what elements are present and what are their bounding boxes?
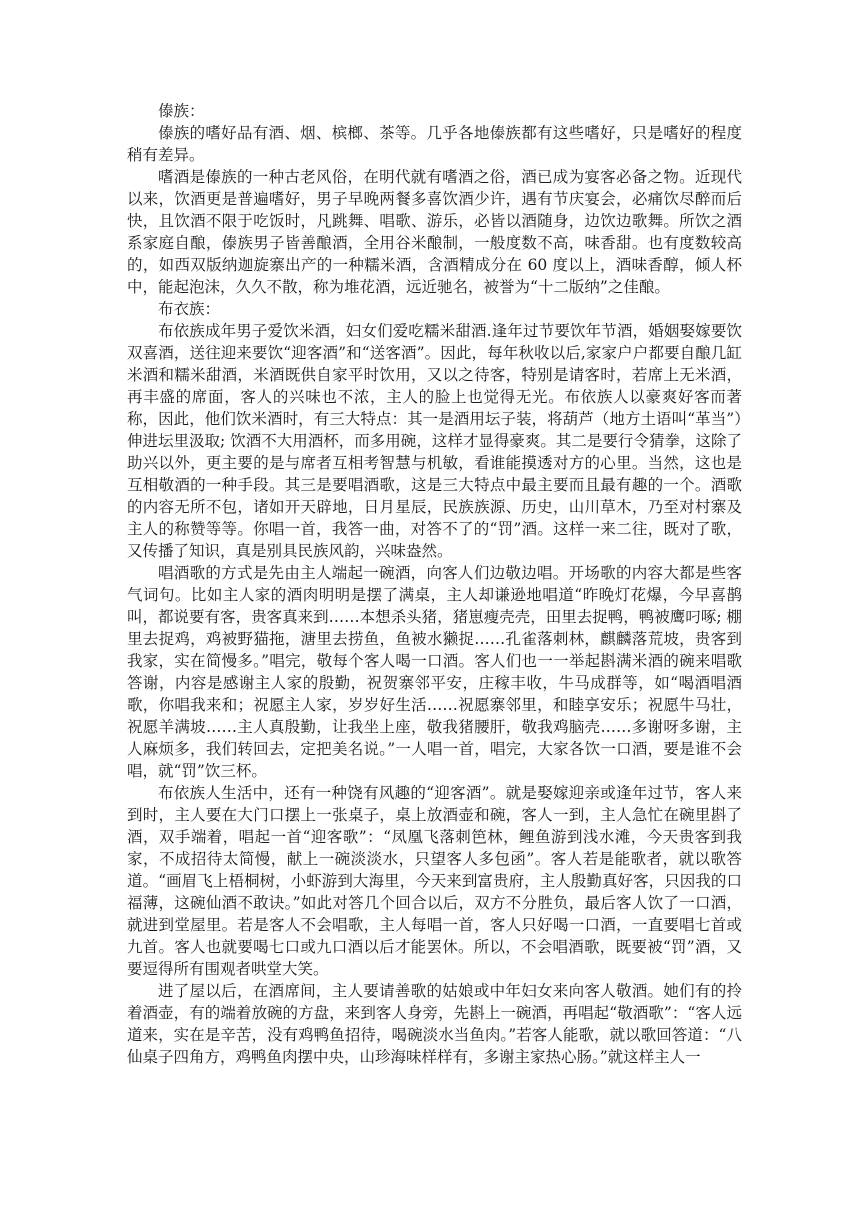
paragraph: 傣族的嗜好品有酒、烟、槟榔、茶等。几乎各地傣族都有这些嗜好，只是嗜好的程度稍有差异。 [127,124,742,164]
paragraph: 唱酒歌的方式是先由主人端起一碗酒，向客人们边敬边唱。开场歌的内容大都是些客气词句。比如主人家的酒肉明明是摆了满桌，主人却谦逊地唱道“昨晚灯花爆，今早喜鹊叫，都说要有客，贵客真来到……本想杀头猪，猪崽瘦壳壳，田里去捉鸭，鸭被鹰叼啄; 棚里去捉鸡，鸡被野猫拖，溏里去捞鱼，鱼被水獭捉……孔雀落刺林，麒麟落荒坡，贵客到我家，实在简慢多。”唱完，敬每个客人喝一口酒。客人们也一一举起斟满米酒的碗来唱歌答谢，内容是感谢主人家的殷勤，祝贺寨邻平安，庄稼丰收，牛马成群等，如“喝酒唱酒歌，你唱我来和；祝愿主人家，岁岁好生活……祝愿寨邻里，和睦享安乐；祝愿牛马壮，祝愿羊满坡……主人真殷勤，让我坐上座，敬我猪腰肝，敬我鸡脑壳……多谢呀多谢，主人麻烦多，我们转回去，定把美名说。”一人唱一首，唱完，大家各饮一口酒，要是谁不会唱，就“罚”饮三杯。 [127,564,742,780]
section-heading-dai: 傣族： [158,102,205,120]
paragraph: 布依族成年男子爱饮米酒，妇女们爱吃糯米甜酒.逢年过节要饮年节酒，婚姻娶嫁要饮双喜酒，送往迎来要饮“迎客酒”和“送客酒”。因此，每年秋收以后,家家户户都要自酿几缸米酒和糯米甜酒，米酒既供自家平时饮用，又以之待客，特别是请客时，若席上无米酒，再丰盛的席面，客人的兴味也不浓，主人的脸上也觉得无光。布依族人以豪爽好客而著称，因此，他们饮米酒时，有三大特点：其一是酒用坛子装，将葫芦（地方土语叫“革当”）伸进坛里汲取; 饮酒不大用酒杯，而多用碗，这样才显得豪爽。其二是要行令猜拳，这除了助兴以外，更主要的是与席者互相考智慧与机敏，看谁能摸透对方的心里。当然，这也是互相敬酒的一种手段。其三是要唱酒歌，这是三大特点中最主要而且最有趣的一个。酒歌的内容无所不包，诸如开天辟地，日月星辰，民族族源、历史，山川草木，乃至对村寨及主人的称赞等等。你唱一首，我答一曲，对答不了的“罚”酒。这样一来二往，既对了歌，又传播了知识，真是别具民族风韵，兴味盎然。 [127,322,742,560]
paragraph: 进了屋以后，在酒席间，主人要请善歌的姑娘或中年妇女来向客人敬酒。她们有的拎着酒壶，有的端着放碗的方盘，来到客人身旁，先斟上一碗酒，再唱起“敬酒歌”：“客人远道来，实在是辛苦，没有鸡鸭鱼招待，喝碗淡水当鱼肉。”若客人能歌，就以歌回答道：“八仙桌子四角方，鸡鸭鱼肉摆中央，山珍海味样样有，多谢主家热心肠。”就这样主人一 [127,982,742,1066]
document-page [127,100,742,1068]
paragraph: 嗜酒是傣族的一种古老风俗，在明代就有嗜酒之俗，酒已成为宴客必备之物。近现代以来，饮酒更是普遍嗜好，男子早晚两餐多喜饮酒少许，遇有节庆宴会，必痛饮尽醉而后快，且饮酒不限于吃饭时，凡跳舞、唱歌、游乐，必皆以酒随身，边饮边歌舞。所饮之酒系家庭自酿，傣族男子皆善酿酒，全用谷米酿制，一般度数不高，味香甜。也有度数较高的，如西双版纳迦旋寨出产的一种糯米酒，含酒精成分在 60 度以上，酒味香醇，倾人杯中，能起泡沫，久久不散，称为堆花酒，远近驰名，被誉为“十二版纳”之佳酿。 [127,168,742,296]
paragraph: 布依族人生活中，还有一种饶有风趣的“迎客酒”。就是娶嫁迎亲或逢年过节，客人来到时，主人要在大门口摆上一张桌子，桌上放酒壶和碗，客人一到，主人急忙在碗里斟了酒，双手端着，唱起一首“迎客歌”：“凤凰飞落刺笆林，鲤鱼游到浅水滩，今天贵客到我家，不成招待太简慢，献上一碗淡淡水，只望客人多包函”。客人若是能歌者，就以歌答道。“画眉飞上梧桐树，小虾游到大海里，今天来到富贵府，主人殷勤真好客，只因我的口福薄，这碗仙酒不敢诀。”如此对答几个回合以后，双方不分胜负，最后客人饮了一口酒，就进到堂屋里。若是客人不会唱歌，主人每唱一首，客人只好喝一口酒，一直要唱七首或九首。客人也就要喝七口或九口酒以后才能罢休。所以，不会唱酒歌，既要被“罚”酒，又要逗得所有围观者哄堂大笑。 [127,784,742,978]
section-heading-buyi: 布衣族： [158,300,221,318]
